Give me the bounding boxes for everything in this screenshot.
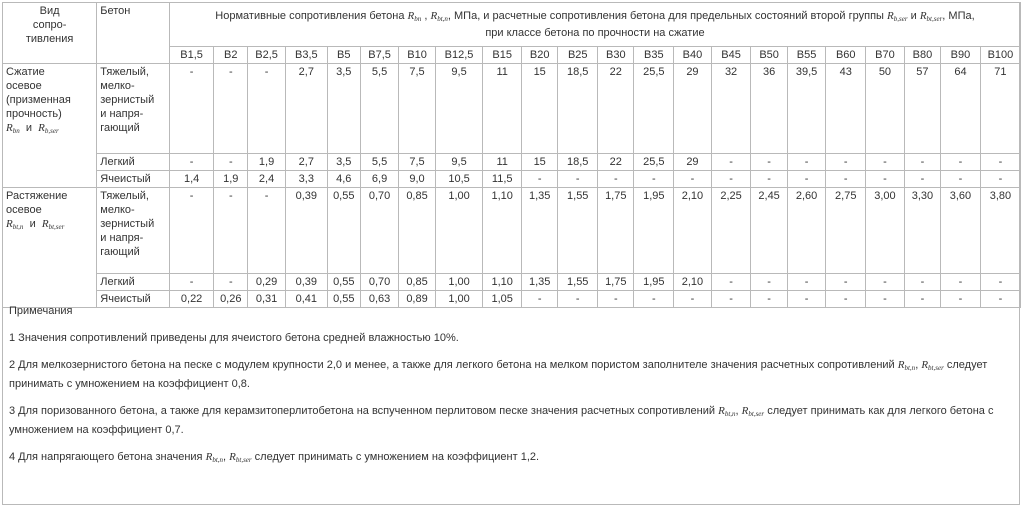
resistance-type-cell: Растяжение осевое $R_{bt,n}$ и $R_{bt,ser}$ bbox=[3, 188, 97, 308]
resistance-symbols: $R_{bt,n}$ и $R_{bt,ser}$ bbox=[6, 218, 65, 231]
value-cell: - bbox=[980, 291, 1020, 308]
value-cell: - bbox=[248, 64, 285, 154]
note-2: 2 Для мелкозернистого бетона на песке с модулем крупности 2,0 и менее, а также для легкого бетона на мелком пористом заполнителе значения расчетных сопротивлений $R_{bt,n}$, $R_{bt,ser}$ следует принимать с умножением на коэффициент 0,8. bbox=[9, 359, 988, 390]
class-header-cell: B60 bbox=[826, 47, 866, 64]
value-cell: 1,9 bbox=[214, 171, 248, 188]
class-header-cell: B25 bbox=[558, 47, 598, 64]
value-cell: 0,26 bbox=[214, 291, 248, 308]
class-header-cell: B2 bbox=[214, 47, 248, 64]
value-cell: 0,70 bbox=[360, 274, 399, 291]
value-cell: 0,85 bbox=[399, 188, 435, 274]
table-row bbox=[3, 154, 1021, 171]
value-cell: 22 bbox=[598, 64, 634, 154]
value-cell: - bbox=[598, 171, 634, 188]
value-cell: 57 bbox=[904, 64, 940, 154]
value-cell: 0,39 bbox=[285, 188, 327, 274]
value-cell: - bbox=[751, 154, 787, 171]
value-cell: - bbox=[248, 188, 285, 274]
value-cell: 1,55 bbox=[558, 274, 598, 291]
value-cell: 18,5 bbox=[558, 154, 598, 171]
class-header-cell: B12,5 bbox=[435, 47, 483, 64]
value-cell: 50 bbox=[866, 64, 905, 154]
class-header-cell: B3,5 bbox=[285, 47, 327, 64]
value-cell: 18,5 bbox=[558, 64, 598, 154]
value-cell: 15 bbox=[522, 64, 558, 154]
concrete-type-cell: Тяжелый, мелко- зернистый и напря- гающий bbox=[97, 64, 170, 154]
value-cell: 1,00 bbox=[435, 274, 483, 291]
notes-title: Примечания bbox=[9, 305, 73, 317]
class-header-cell: B2,5 bbox=[248, 47, 285, 64]
note-3: 3 Для поризованного бетона, а также для керамзитоперлитобетона на вспученном перлитовом песке значения расчетных сопротивлений $R_{bt,n}$, $R_{bt,ser}$ следует принимать как для легкого бетона с умножением на коэффициент 0,7. bbox=[9, 405, 994, 436]
norm-table-sheet bbox=[2, 2, 1020, 505]
class-header-cell: B90 bbox=[941, 47, 981, 64]
value-cell: 2,10 bbox=[674, 274, 711, 291]
value-cell: 5,5 bbox=[360, 154, 399, 171]
value-cell: - bbox=[826, 291, 866, 308]
notes-section bbox=[9, 303, 1015, 468]
value-cell: 1,35 bbox=[522, 274, 558, 291]
resistance-type-cell: Сжатие осевое (призменная прочность) $R_{bn}$ и $R_{b,ser}$ bbox=[3, 64, 97, 188]
value-cell: 71 bbox=[980, 64, 1020, 154]
value-cell: 25,5 bbox=[634, 64, 674, 154]
value-cell: 0,70 bbox=[360, 188, 399, 274]
class-header-cell: B5 bbox=[327, 47, 360, 64]
value-cell: - bbox=[214, 274, 248, 291]
value-cell: 3,5 bbox=[327, 154, 360, 171]
value-cell: 11 bbox=[483, 154, 522, 171]
value-cell: 2,75 bbox=[826, 188, 866, 274]
class-header-cell: B100 bbox=[980, 47, 1020, 64]
value-cell: 1,00 bbox=[435, 291, 483, 308]
value-cell: 43 bbox=[826, 64, 866, 154]
concrete-type-cell: Ячеистый bbox=[97, 171, 170, 188]
value-cell: 36 bbox=[751, 64, 787, 154]
value-cell: 6,9 bbox=[360, 171, 399, 188]
table-row bbox=[3, 171, 1021, 188]
note-4: 4 Для напрягающего бетона значения $R_{bt,n}$, $R_{bt,ser}$ следует принимать с умножением на коэффициент 1,2. bbox=[9, 451, 540, 464]
value-cell: - bbox=[711, 291, 751, 308]
class-header-cell: B20 bbox=[522, 47, 558, 64]
symbol-rbser: $R_{b,ser}$ bbox=[887, 10, 908, 23]
value-cell: 2,60 bbox=[787, 188, 826, 274]
value-cell: - bbox=[866, 171, 905, 188]
value-cell: 0,55 bbox=[327, 274, 360, 291]
class-header-cell: B15 bbox=[483, 47, 522, 64]
value-cell: 0,63 bbox=[360, 291, 399, 308]
value-cell: 3,80 bbox=[980, 188, 1020, 274]
value-cell: - bbox=[904, 291, 940, 308]
value-cell: 11 bbox=[483, 64, 522, 154]
note-1: 1 Значения сопротивлений приведены для ячеистого бетона средней влажностью 10%. bbox=[9, 332, 459, 344]
value-cell: - bbox=[598, 291, 634, 308]
table-row bbox=[3, 188, 1021, 274]
value-cell: - bbox=[751, 171, 787, 188]
value-cell: - bbox=[169, 154, 213, 171]
value-cell: - bbox=[634, 291, 674, 308]
value-cell: - bbox=[674, 171, 711, 188]
value-cell: 4,6 bbox=[327, 171, 360, 188]
value-cell: 1,95 bbox=[634, 188, 674, 274]
class-header-cell: B30 bbox=[598, 47, 634, 64]
value-cell: 0,31 bbox=[248, 291, 285, 308]
value-cell: 0,29 bbox=[248, 274, 285, 291]
class-header-cell: B45 bbox=[711, 47, 751, 64]
value-cell: 15 bbox=[522, 154, 558, 171]
value-cell: 1,35 bbox=[522, 188, 558, 274]
symbol-rbtser: $R_{bt,ser}$ bbox=[919, 10, 943, 23]
value-cell: 1,10 bbox=[483, 188, 522, 274]
concrete-type-cell: Ячеистый bbox=[97, 291, 170, 308]
symbol-rbtn: $R_{bt,n}$ bbox=[430, 10, 448, 23]
value-cell: 39,5 bbox=[787, 64, 826, 154]
value-cell: 0,55 bbox=[327, 291, 360, 308]
value-cell: 29 bbox=[674, 64, 711, 154]
value-cell: - bbox=[751, 274, 787, 291]
value-cell: - bbox=[826, 171, 866, 188]
value-cell: 22 bbox=[598, 154, 634, 171]
class-header-cell: B40 bbox=[674, 47, 711, 64]
value-cell: 1,75 bbox=[598, 188, 634, 274]
table-row bbox=[3, 64, 1021, 154]
value-cell: 1,00 bbox=[435, 188, 483, 274]
value-cell: 2,7 bbox=[285, 64, 327, 154]
value-cell: 0,89 bbox=[399, 291, 435, 308]
value-cell: - bbox=[558, 171, 598, 188]
class-header-cell: B1,5 bbox=[169, 47, 213, 64]
value-cell: - bbox=[941, 274, 981, 291]
concrete-resistance-table bbox=[2, 2, 1021, 308]
value-cell: - bbox=[866, 291, 905, 308]
value-cell: 29 bbox=[674, 154, 711, 171]
class-header-cell: B55 bbox=[787, 47, 826, 64]
value-cell: - bbox=[787, 171, 826, 188]
value-cell: 10,5 bbox=[435, 171, 483, 188]
value-cell: - bbox=[711, 154, 751, 171]
value-cell: - bbox=[214, 154, 248, 171]
value-cell: 2,25 bbox=[711, 188, 751, 274]
value-cell: - bbox=[826, 154, 866, 171]
value-cell: 1,05 bbox=[483, 291, 522, 308]
value-cell: 2,7 bbox=[285, 154, 327, 171]
concrete-type-cell: Тяжелый, мелко- зернистый и напря- гающий bbox=[97, 188, 170, 274]
value-cell: - bbox=[941, 171, 981, 188]
header-concrete: Бетон bbox=[97, 3, 170, 64]
value-cell: - bbox=[826, 274, 866, 291]
value-cell: - bbox=[941, 291, 981, 308]
value-cell: 7,5 bbox=[399, 64, 435, 154]
value-cell: 5,5 bbox=[360, 64, 399, 154]
class-header-cell: B80 bbox=[904, 47, 940, 64]
value-cell: 1,10 bbox=[483, 274, 522, 291]
value-cell: 2,45 bbox=[751, 188, 787, 274]
value-cell: 2,4 bbox=[248, 171, 285, 188]
value-cell: - bbox=[941, 154, 981, 171]
value-cell: - bbox=[787, 154, 826, 171]
header-row bbox=[3, 3, 1021, 47]
value-cell: 3,00 bbox=[866, 188, 905, 274]
value-cell: 0,55 bbox=[327, 188, 360, 274]
concrete-type-cell: Легкий bbox=[97, 274, 170, 291]
value-cell: 3,3 bbox=[285, 171, 327, 188]
value-cell: - bbox=[214, 188, 248, 274]
value-cell: - bbox=[169, 188, 213, 274]
value-cell: 1,95 bbox=[634, 274, 674, 291]
value-cell: 7,5 bbox=[399, 154, 435, 171]
value-cell: 1,55 bbox=[558, 188, 598, 274]
value-cell: - bbox=[904, 171, 940, 188]
class-header-cell: B7,5 bbox=[360, 47, 399, 64]
table-row bbox=[3, 274, 1021, 291]
header-resistance-type: Вид сопро- тивления bbox=[3, 3, 97, 64]
value-cell: 0,22 bbox=[169, 291, 213, 308]
value-cell: 3,60 bbox=[941, 188, 981, 274]
value-cell: - bbox=[787, 274, 826, 291]
class-header-cell: B10 bbox=[399, 47, 435, 64]
value-cell: - bbox=[866, 274, 905, 291]
value-cell: - bbox=[980, 274, 1020, 291]
value-cell: - bbox=[751, 291, 787, 308]
class-header-cell: B35 bbox=[634, 47, 674, 64]
value-cell: 9,5 bbox=[435, 64, 483, 154]
value-cell: 2,10 bbox=[674, 188, 711, 274]
value-cell: 0,39 bbox=[285, 274, 327, 291]
value-cell: 1,75 bbox=[598, 274, 634, 291]
class-header-cell: B70 bbox=[866, 47, 905, 64]
value-cell: - bbox=[904, 154, 940, 171]
value-cell: - bbox=[866, 154, 905, 171]
value-cell: 9,0 bbox=[399, 171, 435, 188]
value-cell: 0,41 bbox=[285, 291, 327, 308]
symbol-rbn: $R_{bn}$ bbox=[407, 10, 422, 23]
value-cell: 64 bbox=[941, 64, 981, 154]
concrete-type-cell: Легкий bbox=[97, 154, 170, 171]
class-header-cell: B50 bbox=[751, 47, 787, 64]
value-cell: 0,85 bbox=[399, 274, 435, 291]
value-cell: 9,5 bbox=[435, 154, 483, 171]
value-cell: - bbox=[169, 274, 213, 291]
value-cell: - bbox=[711, 274, 751, 291]
value-cell: - bbox=[904, 274, 940, 291]
value-cell: - bbox=[214, 64, 248, 154]
value-cell: - bbox=[787, 291, 826, 308]
value-cell: - bbox=[558, 291, 598, 308]
value-cell: 25,5 bbox=[634, 154, 674, 171]
value-cell: 3,30 bbox=[904, 188, 940, 274]
value-cell: 1,4 bbox=[169, 171, 213, 188]
resistance-symbols: $R_{bn}$ и $R_{b,ser}$ bbox=[6, 122, 59, 135]
value-cell: - bbox=[674, 291, 711, 308]
value-cell: - bbox=[169, 64, 213, 154]
value-cell: 11,5 bbox=[483, 171, 522, 188]
value-cell: - bbox=[711, 171, 751, 188]
value-cell: - bbox=[634, 171, 674, 188]
value-cell: - bbox=[522, 291, 558, 308]
value-cell: 1,9 bbox=[248, 154, 285, 171]
value-cell: - bbox=[980, 154, 1020, 171]
value-cell: 3,5 bbox=[327, 64, 360, 154]
value-cell: - bbox=[980, 171, 1020, 188]
header-caption: Нормативные сопротивления бетона $R_{bn}$ , $R_{bt,n}$, МПа, и расчетные сопротивления бетона для предельных состояний второй группы $R_{b,ser}$ и $R_{bt,ser}$, МПа, при классе бетона по прочности на сжатие bbox=[169, 3, 1020, 47]
value-cell: 32 bbox=[711, 64, 751, 154]
value-cell: - bbox=[522, 171, 558, 188]
